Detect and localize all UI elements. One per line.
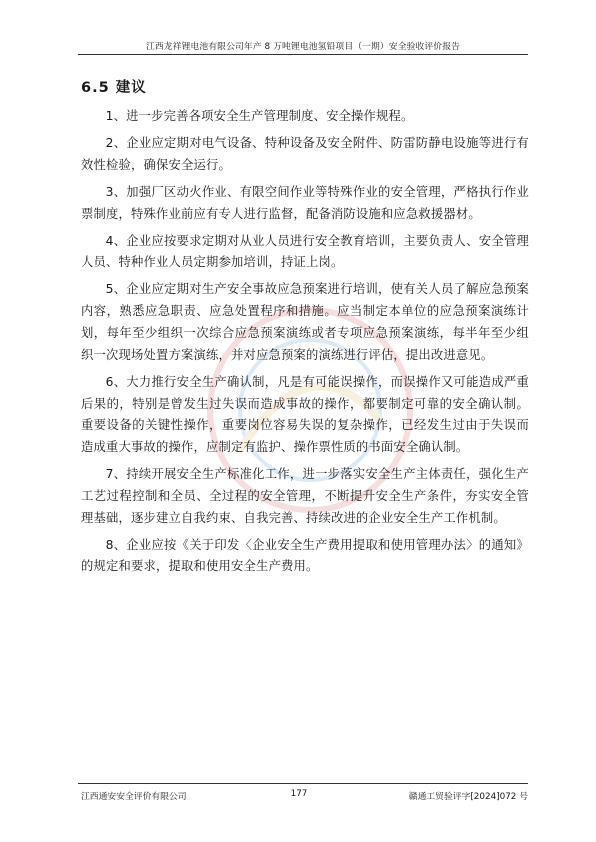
footer-divider (78, 783, 528, 784)
section-title: 6.5 建议 (81, 80, 147, 96)
header-divider (78, 54, 528, 55)
document-header: 江西龙祥锂电池有限公司年产 8 万吨锂电池氢铅项目（一期）安全验收评价报告 (146, 42, 460, 52)
recommendation-item: 3、加强厂区动火作业、有限空间作业等特殊作业的安全管理，严格执行作业票制度，特殊作业前应有专人进行监督，配备消防设施和应急救援器材。 (81, 184, 529, 221)
recommendation-item: 6、大力推行安全生产确认制，凡是有可能误操作，而误操作又可能造成严重后果的，特别是曾发生过失误而造成事故的操作，都要制定可靠的安全确认制。重要设备的关键性操作，重要岗位容易失误的复杂操作，已经发生过由于失误而造成重大事故的操作，应制定有监护、操作票性质的书面安全确认制。 (81, 374, 529, 455)
recommendation-item: 4、企业应按要求定期对从业人员进行安全教育培训，主要负责人、安全管理人员、特种作业人员定期参加培训，持证上岗。 (81, 233, 529, 270)
recommendation-item: 1、进一步完善各项安全生产管理制度、安全操作规程。 (105, 109, 414, 123)
recommendation-item: 5、企业应定期对生产安全事故应急预案进行培训，使有关人员了解应急预案内容，熟悉应急职责、应急处置程序和措施。应当制定本单位的应急预案演练计划，每年至少组织一次综合应急预案演练或者专项应急预案演练，每半年至少组织一次现场处置方案演练，并对应急预案的演练进行评估，提出改进意见。 (81, 282, 529, 362)
page-number: 177 (290, 789, 308, 799)
recommendation-list (81, 106, 529, 583)
recommendation-item: 8、企业应按《关于印发〈企业安全生产费用提取和使用管理办法〉的通知》的规定和要求，提取和使用安全生产费用。 (81, 537, 529, 574)
recommendation-item: 7、持续开展安全生产标准化工作，进一步落实安全生产主体责任，强化生产工艺过程控制和全员、全过程的安全管理，不断提升安全生产条件，夯实安全管理基础，逐步建立自我约束、自我完善、持续改进的企业安全生产工作机制。 (81, 467, 529, 525)
footer-company: 江西通安安全评价有限公司 (81, 792, 187, 802)
footer-doc-number: 赣通工贸验评字[2024]072 号 (408, 792, 528, 802)
recommendation-item: 2、企业应定期对电气设备、特种设备及安全附件、防雷防静电设施等进行有效性检验，确保安全运行。 (81, 135, 529, 172)
